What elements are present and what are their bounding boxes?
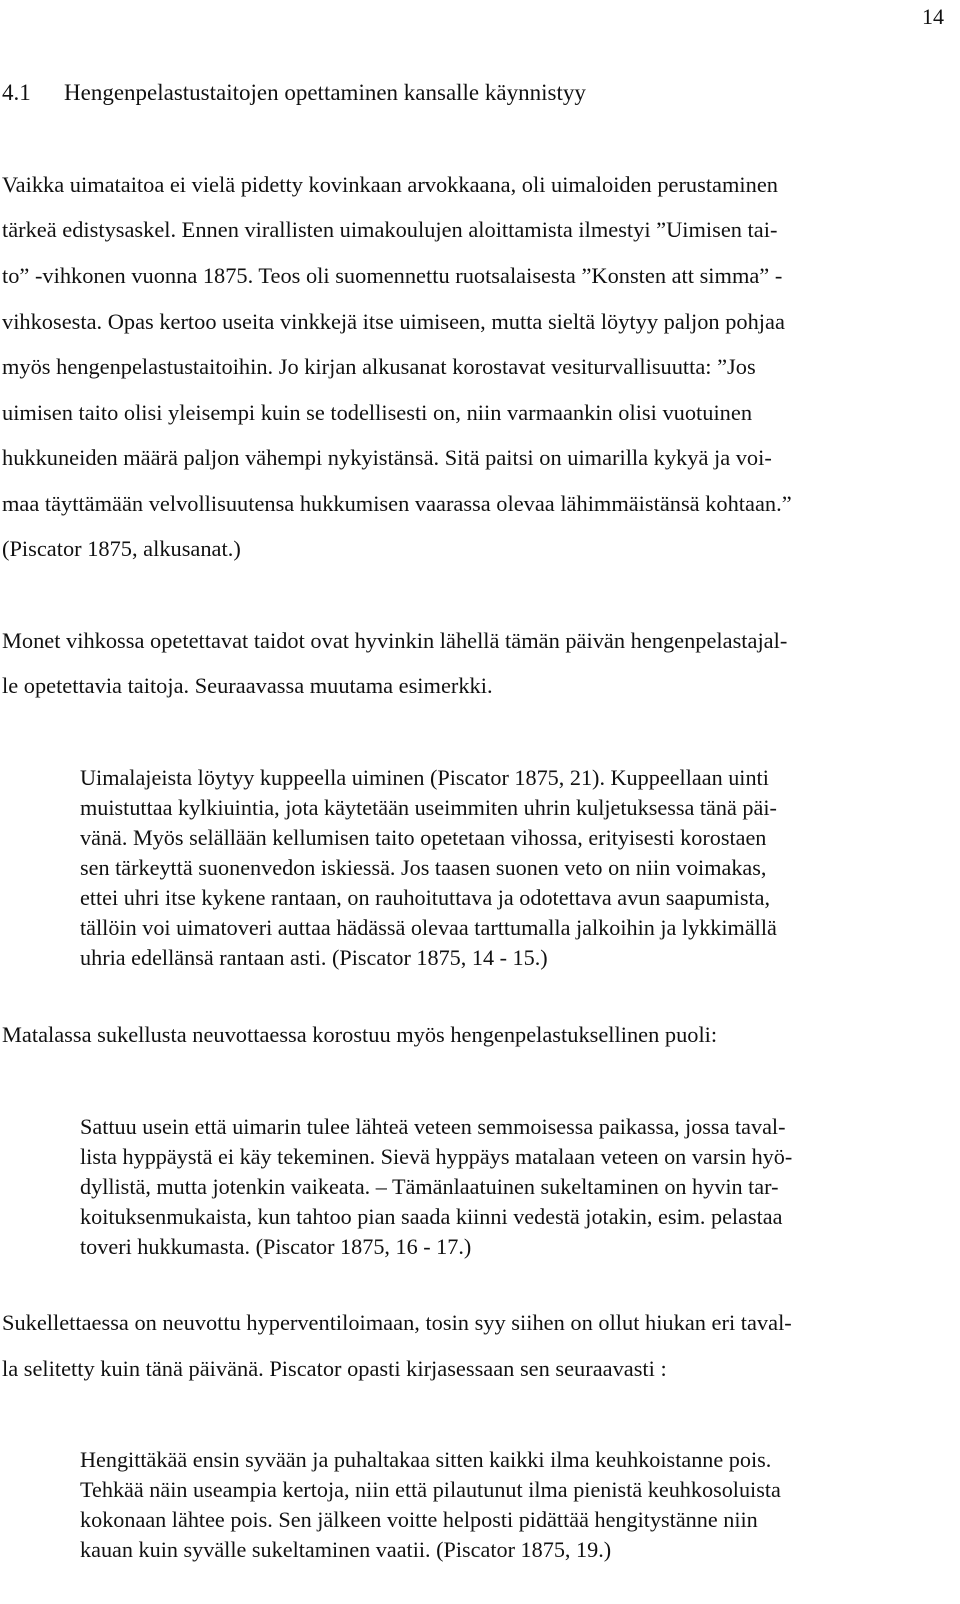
- section-heading: [2, 80, 586, 106]
- quote-line: Tehkää näin useampia kertoja, niin että pilautunut ilma pienistä keuhkosoluista: [80, 1477, 781, 1502]
- paragraph-line: Vaikka uimataitoa ei vielä pidetty kovinkaan arvokkaana, oli uimaloiden perustaminen: [2, 172, 778, 197]
- paragraph-line: Matalassa sukellusta neuvottaessa korostuu myös hengenpelastuksellinen puoli:: [2, 1022, 718, 1047]
- paragraph-line: tärkeä edistysaskel. Ennen virallisten uimakoulujen aloittamista ilmestyi ”Uimisen tai-: [2, 217, 778, 242]
- quote-line: lista hyppäystä ei käy tekeminen. Sievä hyppäys matalaan veteen on varsin hyö-: [80, 1144, 793, 1169]
- quote-line: koituksenmukaista, kun tahtoo pian saada kiinni vedestä jotakin, esim. pelastaa: [80, 1204, 783, 1229]
- paragraph-line: hukkuneiden määrä paljon vähempi nykyistänsä. Sitä paitsi on uimarilla kykyä ja voi-: [2, 445, 772, 470]
- paragraph-line: vihkosesta. Opas kertoo useita vinkkejä itse uimiseen, mutta sieltä löytyy paljon pohjaa: [2, 309, 785, 334]
- quote-line: muistuttaa kylkiuintia, jota käytetään useimmiten uhrin kuljetuksessa tänä päi-: [80, 795, 777, 820]
- paragraph-line: uimisen taito olisi yleisempi kuin se todellisesti on, niin varmaankin olisi vuotuinen: [2, 400, 753, 425]
- paragraph-line: myös hengenpelastustaitoihin. Jo kirjan alkusanat korostavat vesiturvallisuutta: ”Jos: [2, 354, 756, 379]
- quote-line: ettei uhri itse kykene rantaan, on rauhoituttava ja odotettava avun saapumista,: [80, 885, 771, 910]
- section-number: 4.1: [2, 80, 31, 105]
- quote-line: Hengittäkää ensin syvään ja puhaltakaa sitten kaikki ilma keuhkoistanne pois.: [80, 1447, 772, 1472]
- quote-line: kauan kuin syvälle sukeltaminen vaatii. (Piscator 1875, 19.): [80, 1537, 612, 1562]
- quote-line: Sattuu usein että uimarin tulee lähteä veteen semmoisessa paikassa, jossa taval-: [80, 1114, 786, 1139]
- quote-line: uhria edellänsä rantaan asti. (Piscator 1875, 14 - 15.): [80, 945, 548, 970]
- section-title: Hengenpelastustaitojen opettaminen kansalle käynnistyy: [64, 80, 586, 105]
- quote-line: Uimalajeista löytyy kuppeella uiminen (Piscator 1875, 21). Kuppeellaan uinti: [80, 765, 769, 790]
- paragraph-line: to” -vihkonen vuonna 1875. Teos oli suomennettu ruotsalaisesta ”Konsten att simma” -: [2, 263, 783, 288]
- paragraph-line: maa täyttämään velvollisuutensa hukkumisen vaarassa olevaa lähimmäistänsä kohtaan.”: [2, 491, 792, 516]
- quote-line: sen tärkeyttä suonenvedon iskiessä. Jos taasen suonen veto on niin voimakas,: [80, 855, 767, 880]
- paragraph-line: le opetettavia taitoja. Seuraavassa muutama esimerkki.: [2, 673, 493, 698]
- quote-line: tällöin voi uimatoveri auttaa hädässä olevaa tarttumalla jalkoihin ja lykkimällä: [80, 915, 777, 940]
- paragraph-line: Monet vihkossa opetettavat taidot ovat hyvinkin lähellä tämän päivän hengenpelastajal-: [2, 628, 788, 653]
- page-number: 14: [922, 4, 944, 29]
- paragraph-line: la selitetty kuin tänä päivänä. Piscator opasti kirjasessaan sen seuraavasti :: [2, 1356, 667, 1381]
- quote-line: dyllistä, mutta jotenkin vaikeata. – Tämänlaatuinen sukeltaminen on hyvin tar-: [80, 1174, 779, 1199]
- paragraph-line: (Piscator 1875, alkusanat.): [2, 536, 241, 561]
- paragraph-line: Sukellettaessa on neuvottu hyperventiloimaan, tosin syy siihen on ollut hiukan eri taval-: [2, 1310, 792, 1335]
- quote-line: toveri hukkumasta. (Piscator 1875, 16 - 17.): [80, 1234, 472, 1259]
- quote-line: kokonaan lähtee pois. Sen jälkeen voitte helposti pidättää hengitystänne niin: [80, 1507, 758, 1532]
- quote-line: vänä. Myös selällään kellumisen taito opetetaan vihossa, erityisesti korostaen: [80, 825, 767, 850]
